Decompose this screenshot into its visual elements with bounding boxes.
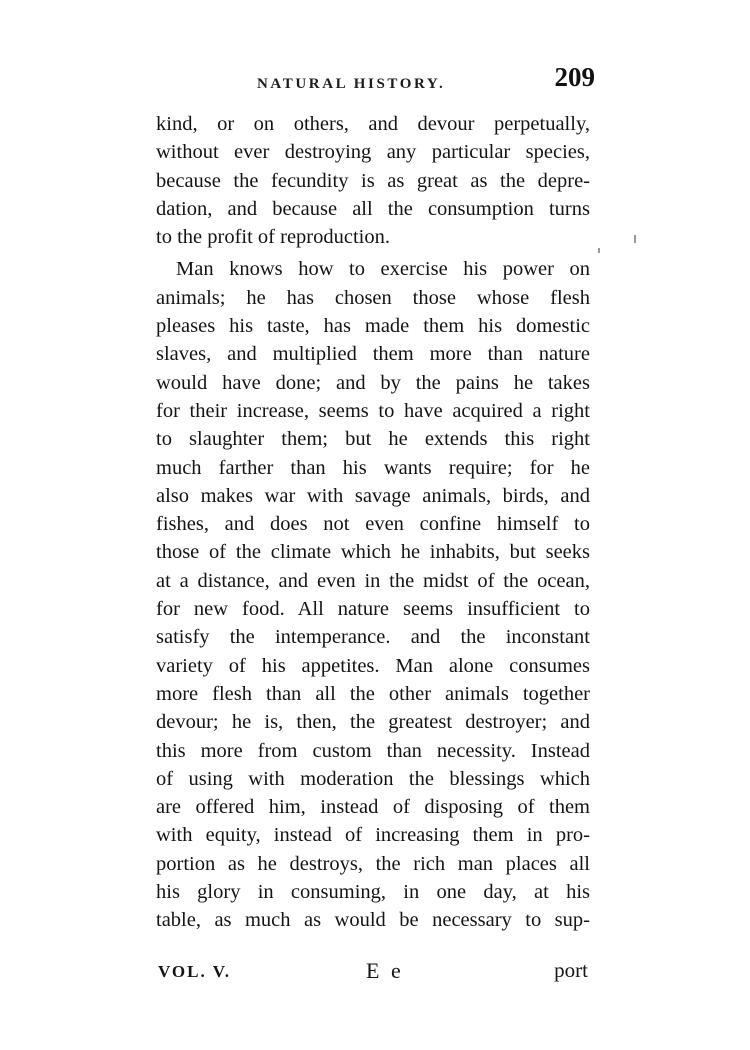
text-line: because the fecundity is as great as the depre- (156, 169, 590, 192)
text-line: would have done; and by the pains he takes (156, 371, 590, 394)
paragraph (156, 255, 590, 934)
paragraph (156, 110, 590, 251)
text-line: with equity, instead of increasing them in pro- (156, 824, 590, 847)
text-line: at a distance, and even in the midst of the ocean, (156, 569, 590, 592)
text-line: satisfy the intemperance. and the inconstant (156, 626, 590, 649)
text-line: slaves, and multiplied them more than nature (156, 343, 590, 366)
page-number: 209 (554, 62, 595, 92)
text-line: dation, and because all the consumption turns (156, 197, 590, 220)
margin-speck (598, 248, 600, 253)
text-line: this more from custom than necessity. Instead (156, 739, 590, 762)
text-line: kind, or on others, and devour perpetually, (156, 113, 590, 135)
text-line: to the profit of reproduction. (156, 226, 390, 249)
text-line: his glory in consuming, in one day, at his (156, 881, 590, 904)
text-line: variety of his appetites. Man alone consumes (156, 654, 590, 677)
text-line: table, as much as would be necessary to sup- (156, 909, 590, 932)
volume-signature: VOL. V. (158, 962, 232, 981)
catchword: port (554, 958, 588, 982)
text-line: more flesh than all the other animals together (156, 682, 590, 705)
text-line: animals; he has chosen those whose flesh (156, 286, 590, 309)
text-line: portion as he destroys, the rich man places all (156, 852, 590, 875)
signature-mark: E e (366, 958, 404, 983)
body-text (156, 110, 590, 935)
text-line: for their increase, seems to have acquired a right (156, 399, 590, 422)
running-head (150, 62, 595, 96)
text-line: of using with moderation the blessings which (156, 767, 590, 790)
text-line: are offered him, instead of disposing of them (156, 796, 590, 819)
text-line: without ever destroying any particular species, (156, 141, 590, 164)
text-line: fishes, and does not even confine himself to (156, 513, 590, 536)
text-line: those of the climate which he inhabits, but seeks (156, 541, 590, 564)
margin-speck (634, 235, 636, 243)
text-line: Man knows how to exercise his power on (176, 258, 590, 281)
text-line: devour; he is, then, the greatest destroyer; and (156, 711, 590, 734)
running-title: NATURAL HISTORY. (257, 76, 446, 92)
text-line: for new food. All nature seems insufficient to (156, 598, 590, 621)
text-line: also makes war with savage animals, birds, and (156, 484, 590, 507)
page-footer (158, 958, 588, 988)
text-line: much farther than his wants require; for he (156, 456, 590, 479)
text-line: to slaughter them; but he extends this right (156, 428, 590, 451)
text-line: pleases his taste, has made them his domestic (156, 315, 590, 338)
